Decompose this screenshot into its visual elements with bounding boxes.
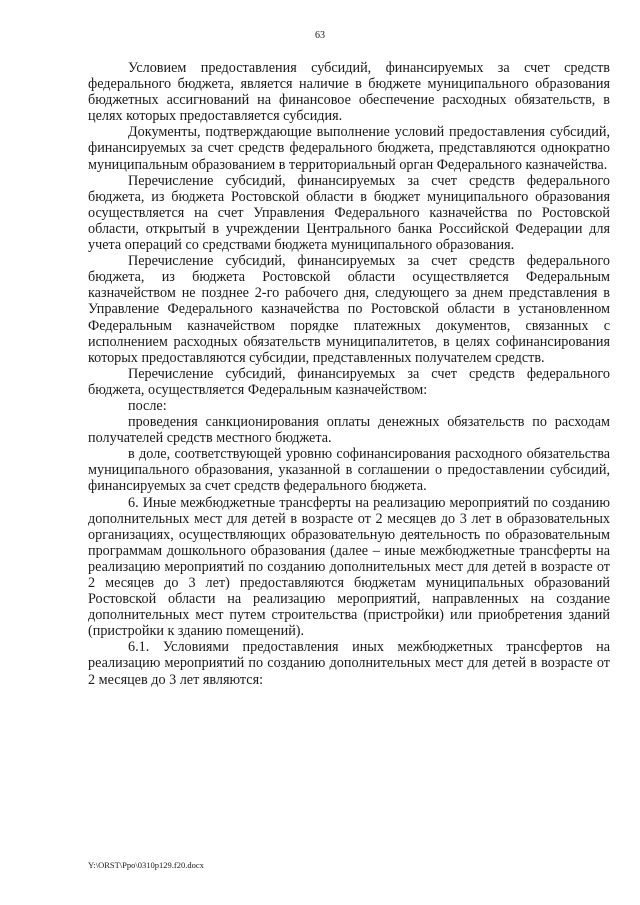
paragraph-cofinancing-share: в доле, соответствующей уровню софинансирования расходного обязательства муниципального образования, указанной в соглашении о предоставлении субсидий, финансируемых за счет средств федерального бюджета. — [88, 446, 610, 495]
paragraph-transfer-treasury: Перечисление субсидий, финансируемых за счет средств федерального бюджета, осуществляется Федеральным казначейством: — [88, 365, 610, 398]
document-body — [88, 60, 610, 688]
footer-file-path: Y:\ORST\Ppo\0310p129.f20.docx — [88, 860, 204, 870]
paragraph-documents: Документы, подтверждающие выполнение условий предоставления субсидий, финансируемых за счет средств федерального бюджета, представляются однократно муниципальным образованием в территориальный орган Федерального казначейства. — [88, 124, 610, 173]
paragraph-section-6: 6. Иные межбюджетные трансферты на реализацию мероприятий по созданию дополнительных мест для детей в возрасте от 2 месяцев до 3 лет в образовательных организациях, осуществляющих образовательную деятельность по образовательным программам дошкольного образования (далее – иные межбюджетные трансферты на реализацию мероприятий по созданию дополнительных мест для детей в возрасте от 2 месяцев до 3 лет) предоставляются бюджетам муниципальных образований Ростовской области на реализацию мероприятий, направленных на создание дополнительных мест путем строительства (пристройки) или приобретения зданий (пристройки к зданию помещений). — [88, 494, 610, 640]
page-number: 63 — [315, 30, 325, 41]
paragraph-subsidy-condition: Условием предоставления субсидий, финансируемых за счет средств федерального бюджета, является наличие в бюджете муниципального образования бюджетных ассигнований на финансовое обеспечение расходных обязательств, в целях которых предоставляется субсидия. — [88, 60, 610, 125]
paragraph-after: после: — [128, 397, 167, 414]
paragraph-sanctioning: проведения санкционирования оплаты денежных обязательств по расходам получателей средств местного бюджета. — [88, 414, 610, 447]
paragraph-transfer-account: Перечисление субсидий, финансируемых за счет средств федерального бюджета, из бюджета Ростовской области в бюджет муниципального образования осуществляется на счет Управления Федерального казначейства по Ростовской области, открытый в учреждении Центрального банка Российской Федерации для учета операций со средствами бюджета муниципального образования. — [88, 172, 610, 254]
paragraph-transfer-deadline: Перечисление субсидий, финансируемых за счет средств федерального бюджета, из бюджета Ростовской области осуществляется Федеральным казначейством не позднее 2-го рабочего дня, следующего за днем представления в Управление Федерального казначейства по Ростовской области в установленном Федеральным казначейством порядке платежных документов, связанных с исполнением расходных обязательств муниципалитетов, в целях софинансирования которых предоставляются субсидии, представленных получателем средств. — [88, 253, 610, 366]
paragraph-section-6-1: 6.1. Условиями предоставления иных межбюджетных трансфертов на реализацию мероприятий по созданию дополнительных мест для детей в возрасте от 2 месяцев до 3 лет являются: — [88, 639, 610, 688]
